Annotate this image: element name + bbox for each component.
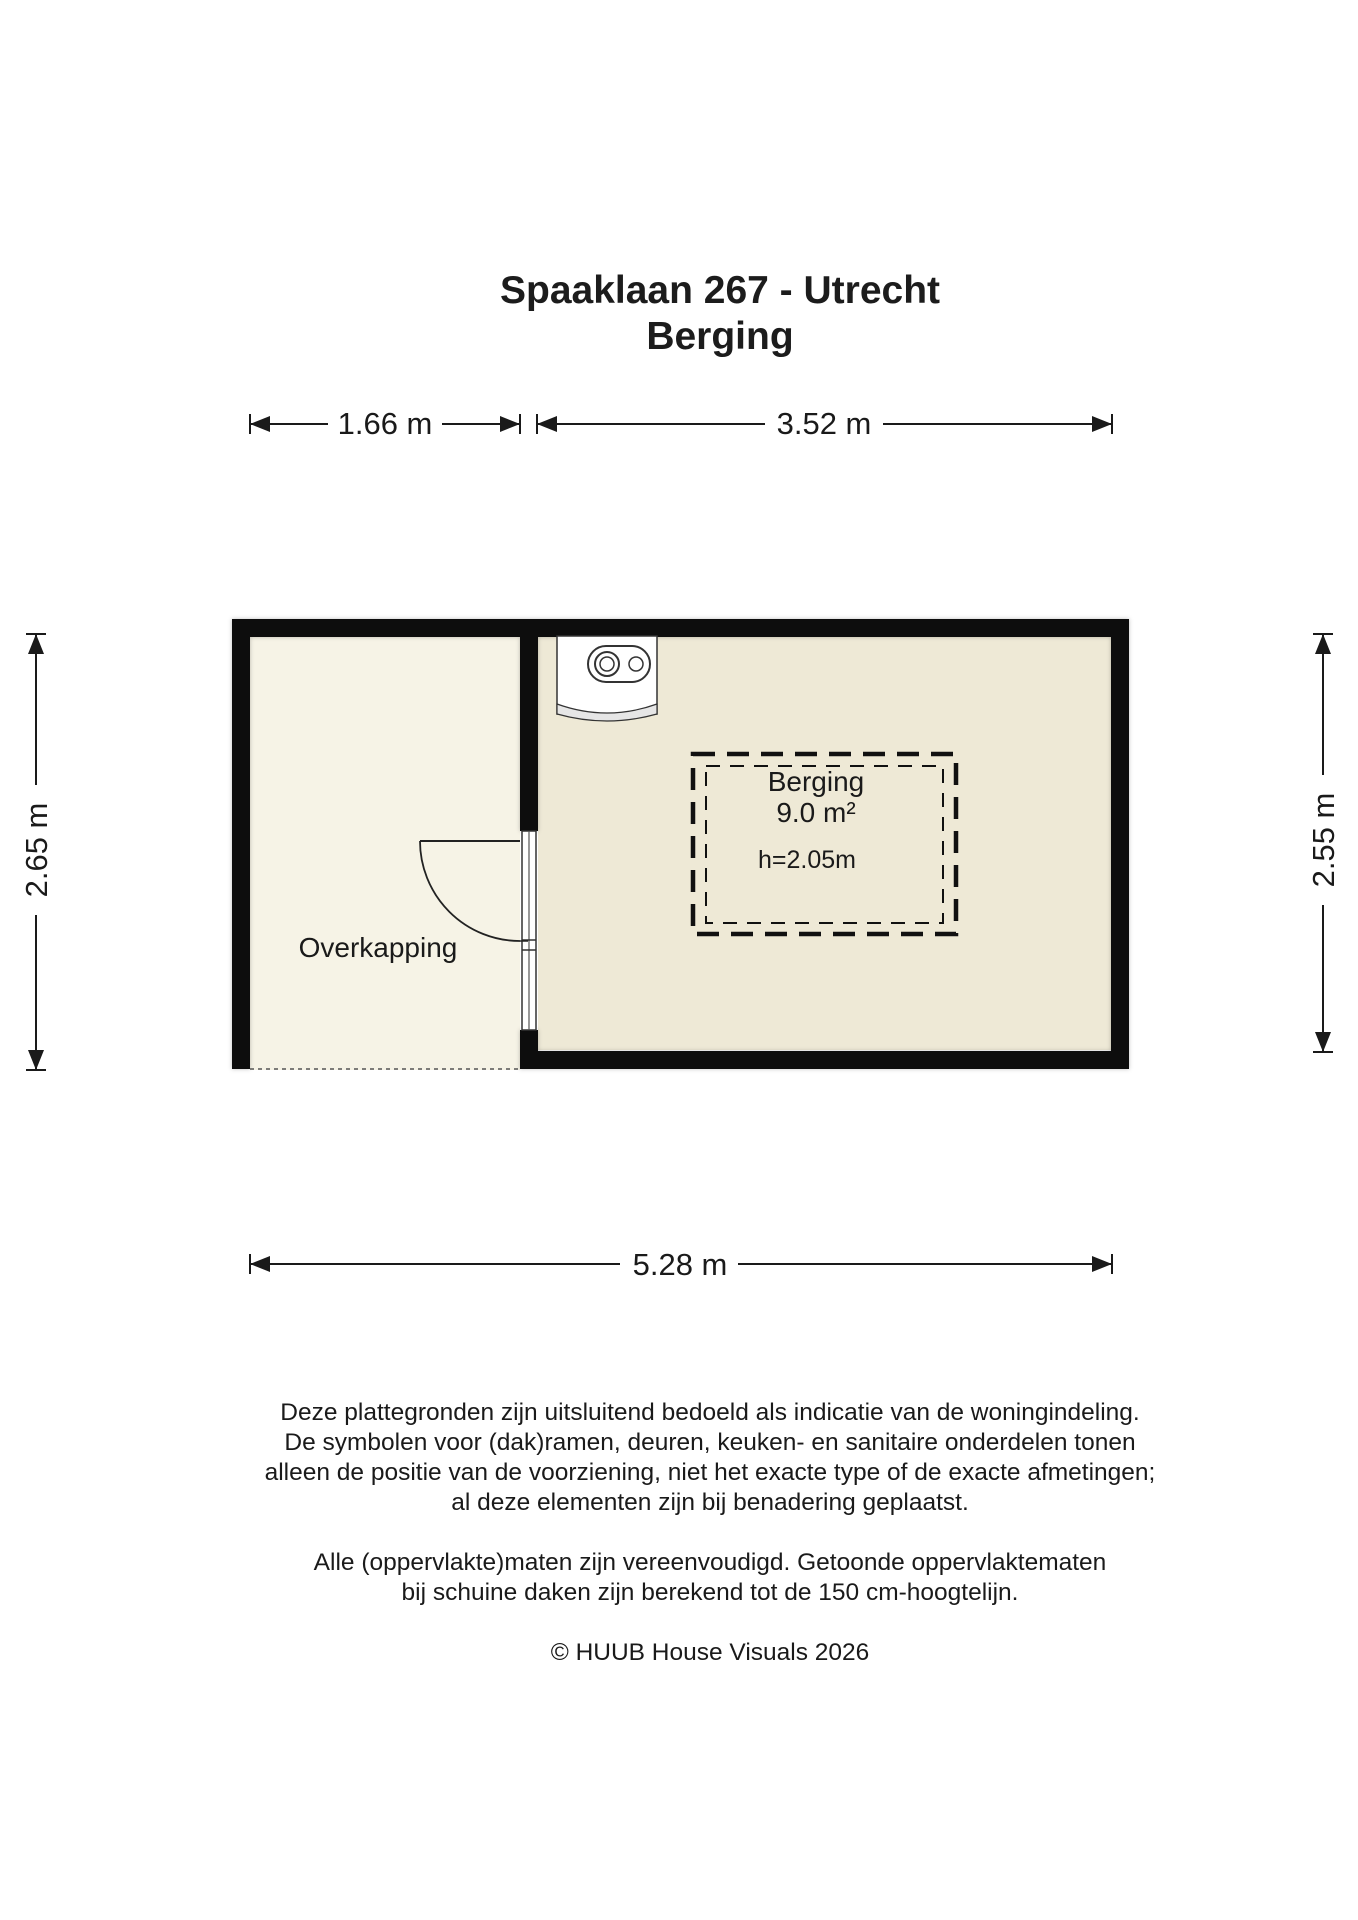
disclaimer-paragraph-2: [200, 1548, 1220, 1608]
dimension-bottom: [250, 1247, 1112, 1282]
page-subtitle: Berging: [646, 315, 794, 358]
copyright: © HUUB House Visuals 2026: [550, 1639, 870, 1666]
floor-overkapping: [250, 636, 520, 1070]
dimension-right: [1306, 634, 1341, 1052]
room-label-berging: Berging: [767, 766, 865, 797]
dimension-label-top-left: 1.66 m: [337, 406, 433, 441]
dimension-left: [19, 634, 54, 1070]
dimension-top-left: [250, 406, 520, 441]
room-area-berging: 9.0 m²: [776, 797, 856, 828]
dimension-top-right: [537, 406, 1112, 441]
boiler-icon: [557, 636, 657, 721]
disclaimer-line: al deze elementen zijn bij benadering geplaatst.: [451, 1489, 969, 1516]
dimension-label-top-right: 3.52 m: [776, 406, 872, 441]
room-height-berging: h=2.05m: [758, 846, 856, 874]
disclaimer-line: Deze plattegronden zijn uitsluitend bedoeld als indicatie van de woningindeling.: [280, 1399, 1140, 1426]
disclaimer-paragraph-1: [200, 1398, 1220, 1518]
dimension-label-bottom: 5.28 m: [632, 1247, 728, 1282]
disclaimer-line: Alle (oppervlakte)maten zijn vereenvoudigd. Getoonde oppervlaktematen: [313, 1549, 1107, 1576]
dimension-label-left: 2.65 m: [19, 802, 54, 898]
window-icon: [522, 831, 536, 1030]
disclaimer-line: alleen de positie van de voorziening, niet het exacte type of de exacte afmetingen;: [264, 1459, 1156, 1486]
disclaimer-line: bij schuine daken zijn berekend tot de 150 cm-hoogtelijn.: [401, 1579, 1019, 1606]
room-label-overkapping: Overkapping: [298, 932, 458, 963]
disclaimer: [200, 1398, 1220, 1698]
disclaimer-line: De symbolen voor (dak)ramen, deuren, keuken- en sanitaire onderdelen tonen: [284, 1429, 1136, 1456]
page-title: Spaaklaan 267 - Utrecht: [499, 269, 941, 312]
dimension-label-right: 2.55 m: [1306, 792, 1341, 888]
